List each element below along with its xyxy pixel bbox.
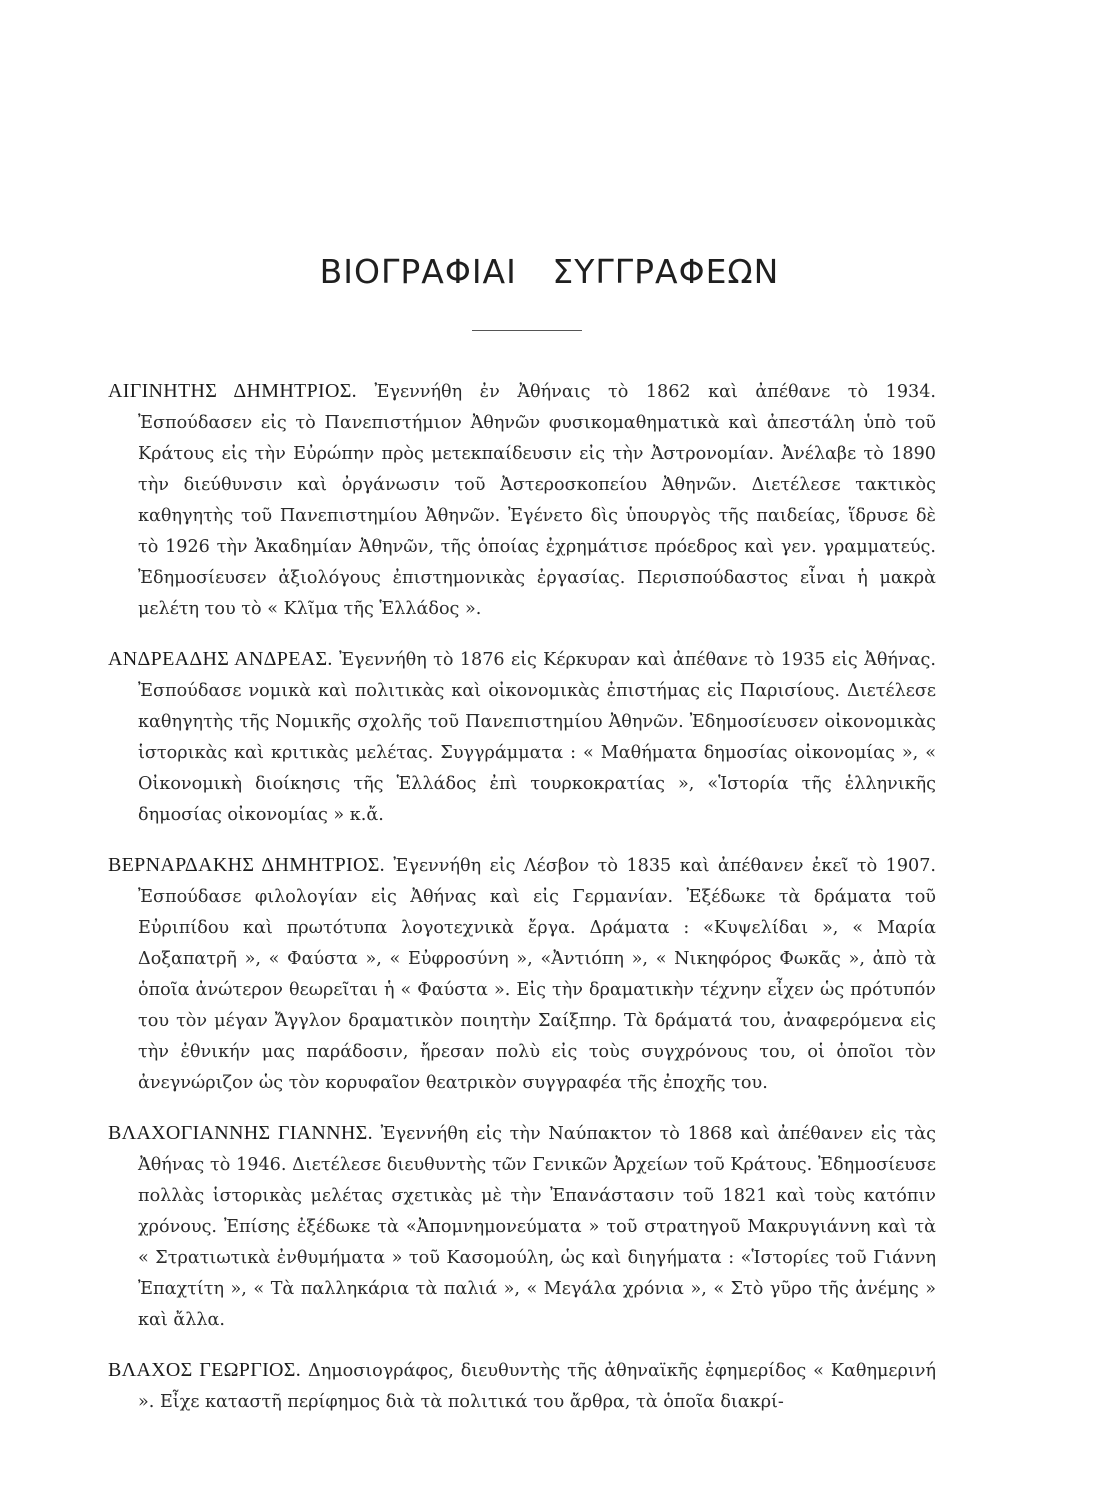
biography-text: Δημοσιογράφος, διευθυντὴς τῆς ἀθηναϊκῆς ἐφημερίδος « Καθημερινή ». Εἶχε καταστῆ περίφημος διὰ τὰ πολιτικά του ἄρθρα, τὰ ὁποῖα διακρί- (138, 1361, 937, 1412)
page-title: ΒΙΟΓΡΑΦΙΑΙ ΣΥΓΓΡΑΦΕΩΝ (319, 252, 780, 291)
biography-entry (108, 1355, 936, 1418)
title-divider (472, 330, 582, 331)
author-name: ΒΛΑΧΟΓΙΑΝΝΗΣ ΓΙΑΝΝΗΣ. (108, 1122, 373, 1144)
biography-entry (108, 644, 936, 831)
biography-text: Ἐγεννήθη εἰς τὴν Ναύπακτον τὸ 1868 καὶ ἀπέθανεν εἰς τὰς Ἀθήνας τὸ 1946. Διετέλεσε διευθυντὴς τῶν Γενικῶν Ἀρχείων τοῦ Κράτους. Ἐδημοσίευσε πολλὰς ἱστορικὰς μελέτας σχετικὰς μὲ τὴν Ἐπανάστασιν τοῦ 1821 καὶ τοὺς κατόπιν χρόνους. Ἐπίσης ἐξέδωκε τὰ «Ἀπομνημονεύματα » τοῦ στρατηγοῦ Μακρυγιάννη καὶ τὰ « Στρατιωτικὰ ἐνθυμήματα » τοῦ Κασομούλη, ὡς καὶ διηγήματα : «Ἱστορίες τοῦ Γιάννη Ἐπαχτίτη », « Τὰ παλληκάρια τὰ παλιά », « Μεγάλα χρόνια », « Στὸ γῦρο τῆς ἀνέμης » καὶ ἄλλα. (138, 1124, 936, 1330)
author-name: ΒΕΡΝΑΡΔΑΚΗΣ ΔΗΜΗΤΡΙΟΣ. (108, 854, 385, 876)
author-name: ΒΛΑΧΟΣ ΓΕΩΡΓΙΟΣ. (108, 1359, 302, 1381)
biography-text: Ἐγεννήθη εἰς Λέσβον τὸ 1835 καὶ ἀπέθανεν ἐκεῖ τὸ 1907. Ἐσπούδασε φιλολογίαν εἰς Ἀθήνας καὶ εἰς Γερμανίαν. Ἐξέδωκε τὰ δράματα τοῦ Εὐριπίδου καὶ πρωτότυπα λογοτεχνικὰ ἔργα. Δράματα : «Κυψελίδαι », « Μαρία Δοξαπατρῆ », « Φαύστα », « Εὐφροσύνη », «Ἀντιόπη », « Νικηφόρος Φωκᾶς », ἀπὸ τὰ ὁποῖα ἀνώτερον θεωρεῖται ἡ « Φαύστα ». Εἰς τὴν δραματικὴν τέχνην εἶχεν ὡς πρότυπόν του τὸν μέγαν Ἄγγλον δραματικὸν ποιητὴν Σαίξπηρ. Τὰ δράματά του, ἀναφερόμενα εἰς τὴν ἐθνικήν μας παράδοσιν, ἤρεσαν πολὺ εἰς τοὺς συγχρόνους του, οἱ ὁποῖοι τὸν ἀνεγνώριζον ὡς τὸν κορυφαῖον θεατρικὸν συγγραφέα τῆς ἐποχῆς του. (138, 856, 937, 1093)
biography-text: Ἐγεννήθη τὸ 1876 εἰς Κέρκυραν καὶ ἀπέθανε τὸ 1935 εἰς Ἀθήνας. Ἐσπούδασε νομικὰ καὶ πολιτικὰς καὶ οἰκονομικὰς ἐπιστήμας εἰς Παρισίους. Διετέλεσε καθηγητὴς τῆς Νομικῆς σχολῆς τοῦ Πανεπιστημίου Ἀθηνῶν. Ἐδημοσίευσεν οἰκονομικὰς ἱστορικὰς καὶ κριτικὰς μελέτας. Συγγράμματα : « Μαθήματα δημοσίας οἰκονομίας », « Οἰκονομικὴ διοίκησις τῆς Ἑλλάδος ἐπὶ τουρκοκρατίας », «Ἱστορία τῆς ἑλληνικῆς δημοσίας οἰκονομίας » κ.ἄ. (138, 650, 936, 825)
biography-entry (108, 376, 936, 625)
biography-list (108, 376, 936, 1437)
biography-text: Ἐγεννήθη ἐν Ἀθήναις τὸ 1862 καὶ ἀπέθανε τὸ 1934. Ἐσπούδασεν εἰς τὸ Πανεπιστήμιον Ἀθηνῶν φυσικομαθηματικὰ καὶ ἀπεστάλη ὑπὸ τοῦ Κράτους εἰς τὴν Εὐρώπην πρὸς μετεκπαίδευσιν εἰς τὴν Ἀστρονομίαν. Ἀνέλαβε τὸ 1890 τὴν διεύθυνσιν καὶ ὀργάνωσιν τοῦ Ἀστεροσκοπείου Ἀθηνῶν. Διετέλεσε τακτικὸς καθηγητὴς τοῦ Πανεπιστημίου Ἀθηνῶν. Ἐγένετο δὶς ὑπουργὸς τῆς παιδείας, ἵδρυσε δὲ τὸ 1926 τὴν Ἀκαδημίαν Ἀθηνῶν, τῆς ὁποίας ἐχρημάτισε πρόεδρος καὶ γεν. γραμματεύς. Ἐδημοσίευσεν ἀξιολόγους ἐπιστημονικὰς ἐργασίας. Περισπούδαστος εἶναι ἡ μακρὰ μελέτη του τὸ « Κλῖμα τῆς Ἑλλάδος ». (138, 382, 936, 619)
biography-entry (108, 850, 936, 1099)
author-name: ΑΙΓΙΝΗΤΗΣ ΔΗΜΗΤΡΙΟΣ. (108, 380, 357, 402)
author-name: ΑΝΔΡΕΑΔΗΣ ΑΝΔΡΕΑΣ. (108, 648, 333, 670)
biography-entry (108, 1118, 936, 1336)
